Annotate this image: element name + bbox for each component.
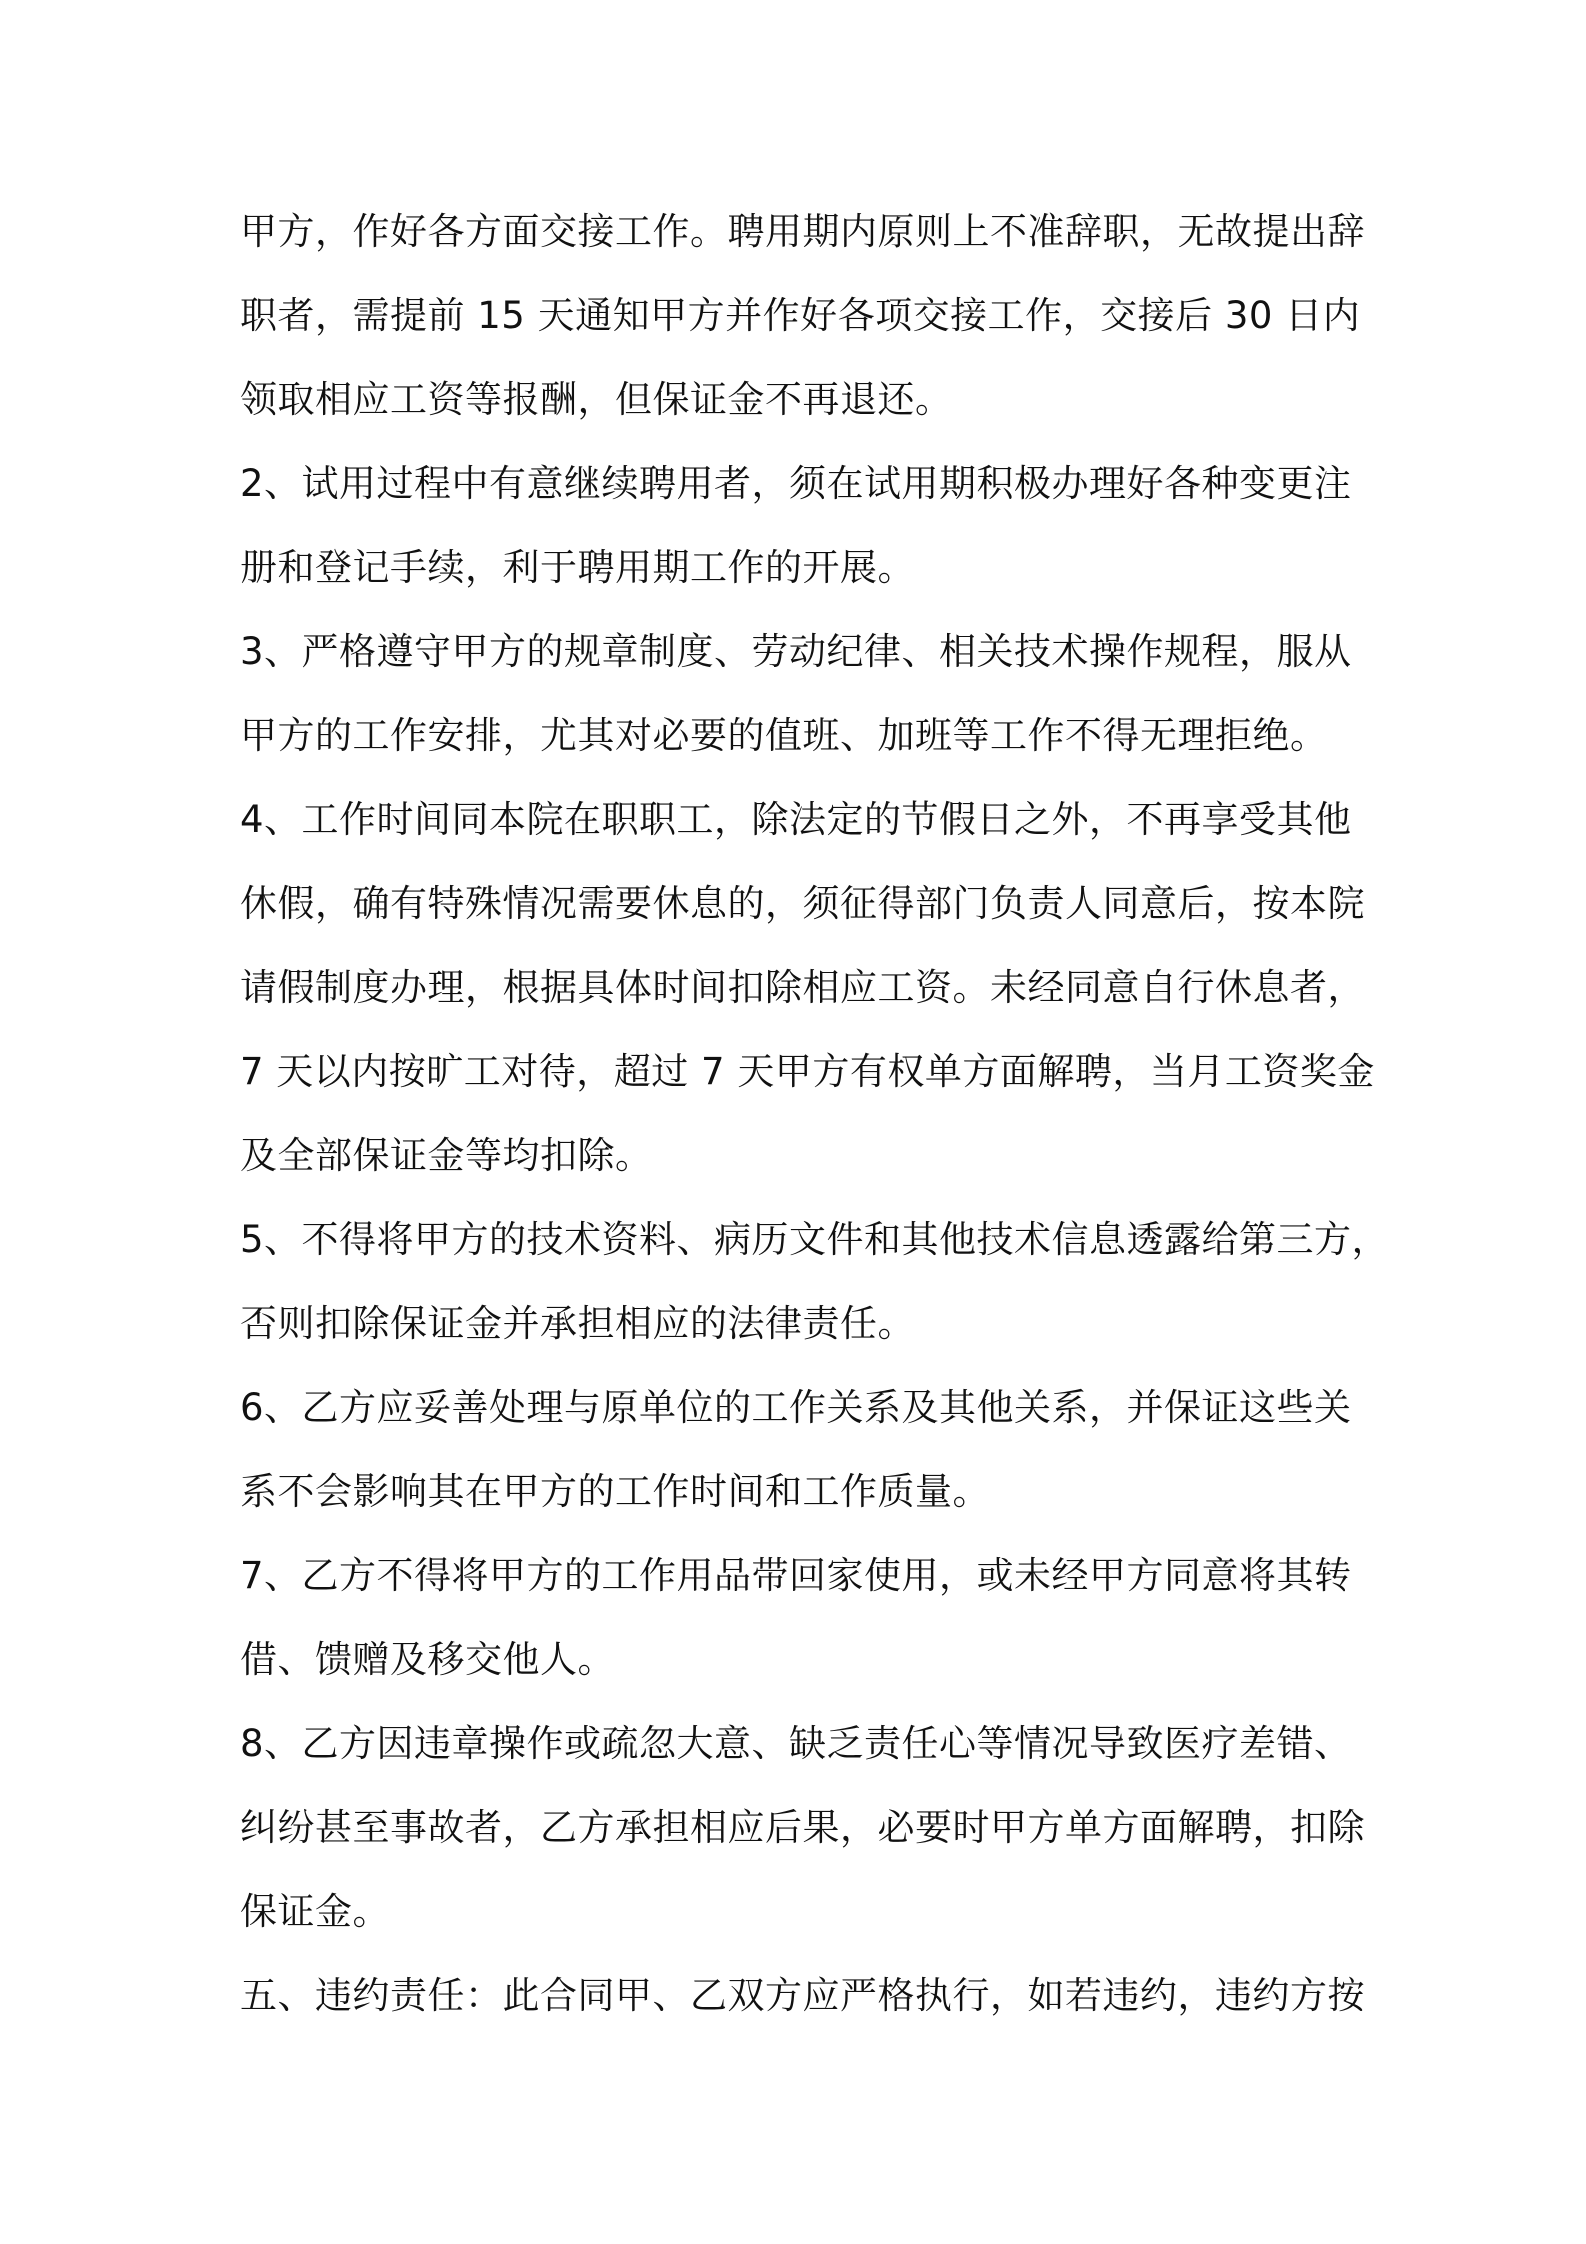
- text-line: 2、试用过程中有意继续聘用者，须在试用期积极办理好各种变更注: [240, 462, 1352, 505]
- text-line: 7 天以内按旷工对待，超过 7 天甲方有权单方面解聘，当月工资奖金: [240, 1050, 1375, 1093]
- text-line: 4、工作时间同本院在职职工，除法定的节假日之外，不再享受其他: [240, 798, 1352, 841]
- text-line: 8、乙方因违章操作或疏忽大意、缺乏责任心等情况导致医疗差错、: [240, 1722, 1352, 1765]
- text-line: 职者，需提前 15 天通知甲方并作好各项交接工作，交接后 30 日内: [240, 294, 1361, 337]
- text-line: 否则扣除保证金并承担相应的法律责任。: [240, 1302, 915, 1345]
- text-line: 保证金。: [240, 1890, 390, 1933]
- contract-text: [240, 196, 1390, 2044]
- text-line: 3、严格遵守甲方的规章制度、劳动纪律、相关技术操作规程，服从: [240, 630, 1352, 673]
- text-line: 系不会影响其在甲方的工作时间和工作质量。: [240, 1470, 990, 1513]
- text-line: 甲方，作好各方面交接工作。聘用期内原则上不准辞职，无故提出辞: [240, 210, 1365, 253]
- text-line: 五、违约责任：此合同甲、乙双方应严格执行，如若违约，违约方按: [240, 1974, 1365, 2017]
- text-line: 5、不得将甲方的技术资料、病历文件和其他技术信息透露给第三方，: [240, 1218, 1390, 1261]
- text-line: 7、乙方不得将甲方的工作用品带回家使用，或未经甲方同意将其转: [240, 1554, 1352, 1597]
- text-line: 册和登记手续，利于聘用期工作的开展。: [240, 546, 915, 589]
- text-line: 请假制度办理，根据具体时间扣除相应工资。未经同意自行休息者，: [240, 966, 1365, 1009]
- text-line: 及全部保证金等均扣除。: [240, 1134, 653, 1177]
- text-line: 6、乙方应妥善处理与原单位的工作关系及其他关系，并保证这些关: [240, 1386, 1352, 1429]
- text-line: 借、馈赠及移交他人。: [240, 1638, 615, 1681]
- text-line: 纠纷甚至事故者，乙方承担相应后果，必要时甲方单方面解聘，扣除: [240, 1806, 1365, 1849]
- text-line: 领取相应工资等报酬，但保证金不再退还。: [240, 378, 953, 421]
- text-line: 甲方的工作安排，尤其对必要的值班、加班等工作不得无理拒绝。: [240, 714, 1328, 757]
- text-line: 休假，确有特殊情况需要休息的，须征得部门负责人同意后，按本院: [240, 882, 1365, 925]
